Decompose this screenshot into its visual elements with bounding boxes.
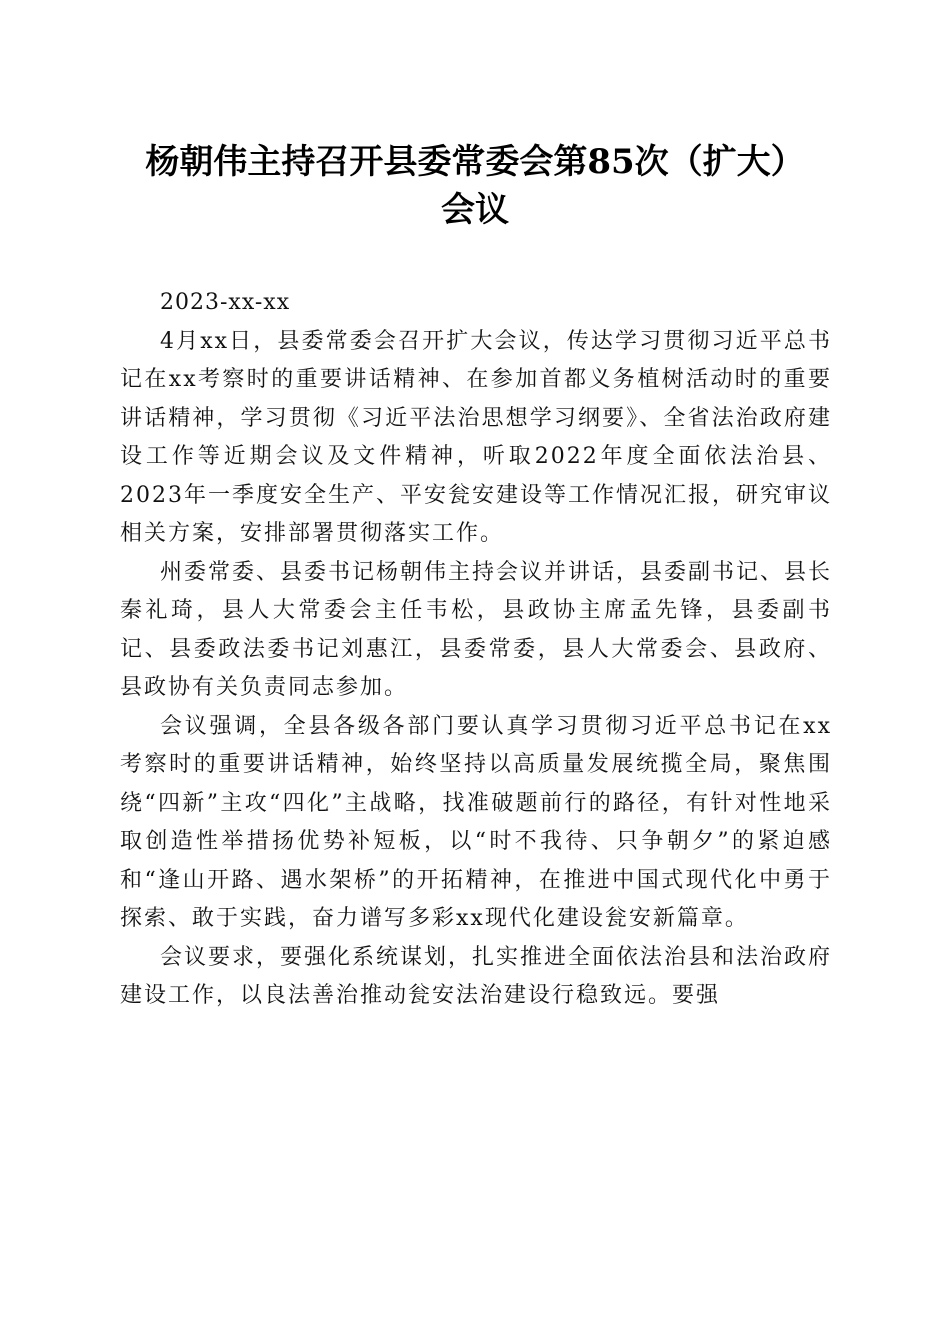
document-body: [120, 284, 832, 1016]
document-title: [120, 138, 830, 234]
paragraph-2: 州委常委、县委书记杨朝伟主持会议并讲话，县委副书记、县长秦礼琦，县人大常委会主任韦松，县政协主席孟先锋，县委副书记、县委政法委书记刘惠江，县委常委，县人大常委会、县政府、县政协有关负责同志参加。: [120, 559, 833, 700]
title-line-2: 会议: [441, 190, 509, 230]
paragraph-1: 4月xx日，县委常委会召开扩大会议，传达学习贯彻习近平总书记在xx考察时的重要讲话精神、在参加首都义务植树活动时的重要讲话精神，学习贯彻《习近平法治思想学习纲要》、全省法治政府建设工作等近期会议及文件精神，听取2022年度全面依法治县、2023年一季度安全生产、平安瓮安建设等工作情况汇报，研究审议相关方案，安排部署贯彻落实工作。: [120, 328, 832, 546]
paragraph-4: 会议要求，要强化系统谋划，扎实推进全面依法治县和法治政府建设工作，以良法善治推动瓮安法治建设行稳致远。要强: [120, 944, 833, 1008]
document-date: 2023-xx-xx: [160, 290, 291, 315]
title-line-1: 杨朝伟主持召开县委常委会第85次（扩大）: [145, 142, 805, 182]
paragraph-3: 会议强调，全县各级各部门要认真学习贯彻习近平总书记在xx考察时的重要讲话精神，始终坚持以高质量发展统揽全局，聚焦围绕“四新”主攻“四化”主战略，找准破题前行的路径，有针对性地采取创造性举措扬优势补短板，以“时不我待、只争朝夕”的紧迫感和“逢山开路、遇水架桥”的开拓精神，在推进中国式现代化中勇于探索、敢于实践，奋力谱写多彩xx现代化建设瓮安新篇章。: [120, 713, 832, 931]
